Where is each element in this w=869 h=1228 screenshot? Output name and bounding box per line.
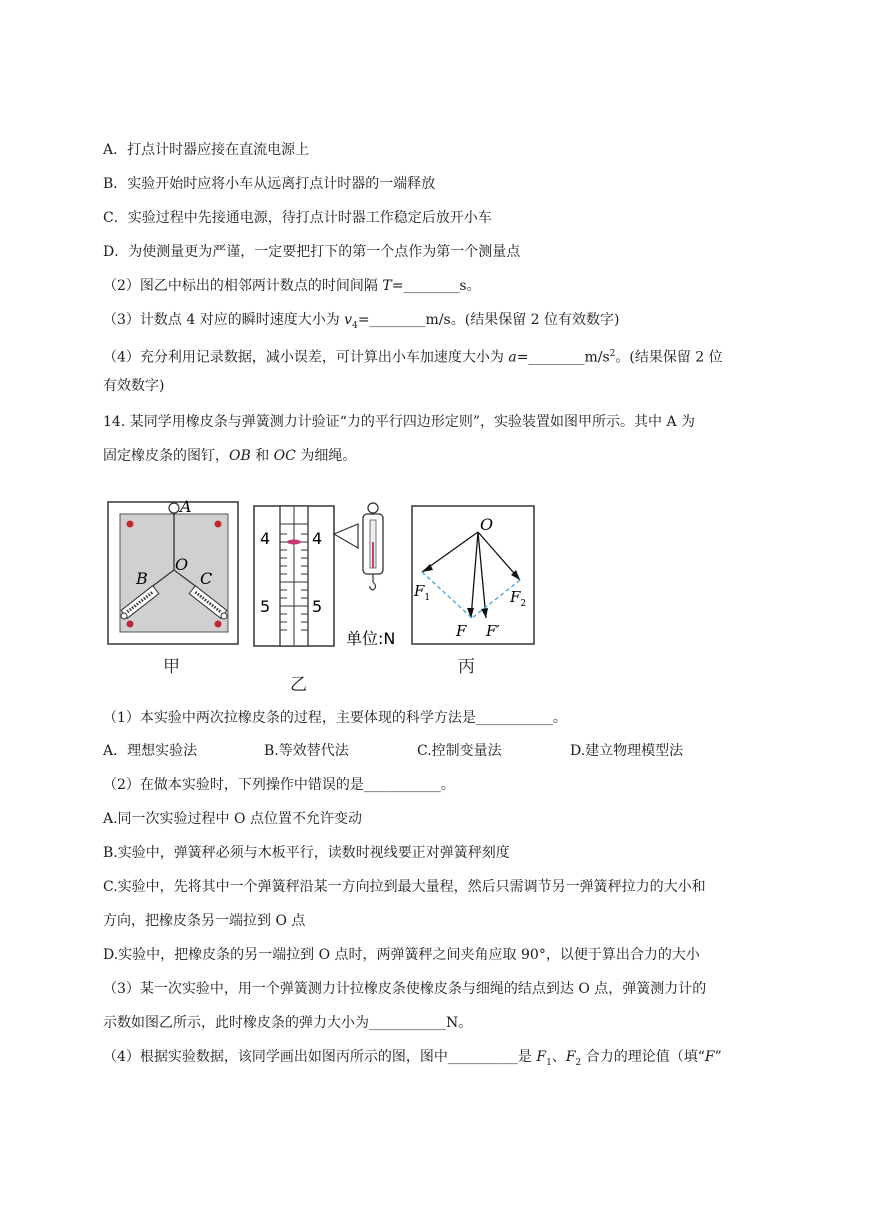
label-f-prime: F′ [486, 622, 500, 640]
label-a: A [180, 497, 192, 516]
q14-sub1: （1）本实验中两次拉橡皮条的过程，主要体现的科学方法是___________。 [103, 710, 567, 726]
label-o-jia: O [175, 555, 189, 574]
q14-sub4: （4）根据实验数据，该同学画出如图丙所示的图，图中__________是 $F_1$、$F_2$ 合力的理论值（填“F” [103, 1049, 722, 1068]
q14-sub2-option-c-cont: 方向，把橡皮条另一端拉到 O 点 [103, 913, 306, 929]
caption-jia: 甲 [163, 657, 180, 677]
tick-left-5: 5 [260, 597, 271, 616]
tick-right-5: 5 [312, 597, 323, 616]
q13-option-c: C．实验过程中先接通电源，待打点计时器工作稳定后放开小车 [103, 210, 492, 226]
label-f: F [456, 622, 467, 640]
label-c: C [200, 569, 213, 588]
q13-sub4: （4）充分利用记录数据，减小误差，可计算出小车加速度大小为 $a=\_\_\_\_\_\_\_\_m/s^2$。(结果保留 2 位 [103, 349, 723, 366]
tick-left-4: 4 [260, 529, 271, 548]
figure-bing-vectors [412, 506, 534, 644]
label-f1: $F_1$ [414, 582, 431, 603]
unit-label: 单位:N [346, 629, 396, 648]
label-f2: $F_2$ [510, 588, 527, 609]
q14-sub3-line2: 示数如图乙所示，此时橡皮条的弹力大小为___________N。 [103, 1015, 473, 1031]
figure-jia-board [108, 502, 238, 644]
q14-sub1-option-a: A．理想实验法 [103, 743, 198, 759]
q14-sub1-option-c: C.控制变量法 [417, 743, 502, 759]
q13-option-b: B．实验开始时应将小车从远离打点计时器的一端释放 [103, 176, 436, 192]
q13-option-a: A．打点计时器应接在直流电源上 [103, 142, 310, 158]
caption-bing: 丙 [458, 657, 475, 677]
figure-yi-scale [254, 503, 383, 646]
q14-sub2-option-c: C.实验中，先将其中一个弹簧秤沿某一方向拉到最大量程，然后只需调节另一弹簧秤拉力的大小和 [103, 879, 706, 895]
q14-stem-line2: 固定橡皮条的图钉，OB 和 OC 为细绳。 [103, 448, 357, 464]
label-b: B [136, 569, 148, 588]
q13-option-d: D．为使测量更为严谨，一定要把打下的第一个点作为第一个测量点 [103, 244, 521, 260]
q14-sub1-option-d: D.建立物理模型法 [570, 743, 684, 759]
q14-sub3-line1: （3）某一次实验中，用一个弹簧测力计拉橡皮条使橡皮条与细绳的结点到达 O 点，弹簧测力计的 [103, 981, 707, 997]
q13-sub3: （3）计数点 4 对应的瞬时速度大小为 $v_4=\_\_\_\_\_\_\_\_m/s$。(结果保留 2 位有效数字) [103, 312, 620, 331]
q14-sub2-option-a: A.同一次实验过程中 O 点位置不允许变动 [103, 811, 362, 827]
q13-sub4-line2: 有效数字) [103, 378, 165, 394]
label-o-bing: O [480, 515, 494, 534]
q14-sub2-option-d: D.实验中，把橡皮条的另一端拉到 O 点时，两弹簧秤之间夹角应取 90°，以便于算出合力的大小 [103, 947, 700, 963]
caption-yi: 乙 [290, 675, 307, 695]
q14-sub2-option-b: B.实验中，弹簧秤必须与木板平行，读数时视线要正对弹簧秤刻度 [103, 845, 510, 861]
q14-stem-line1: 14. 某同学用橡皮条与弹簧测力计验证“力的平行四边形定则”，实验装置如图甲所示。其中 A 为 [103, 414, 696, 430]
q13-sub2: （2）图乙中标出的相邻两计数点的时间间隔 T=________s。 [103, 278, 481, 294]
q14-sub1-option-b: B.等效替代法 [264, 743, 349, 759]
q14-sub2: （2）在做本实验时，下列操作中错误的是___________。 [103, 777, 455, 793]
tick-right-4: 4 [312, 529, 323, 548]
